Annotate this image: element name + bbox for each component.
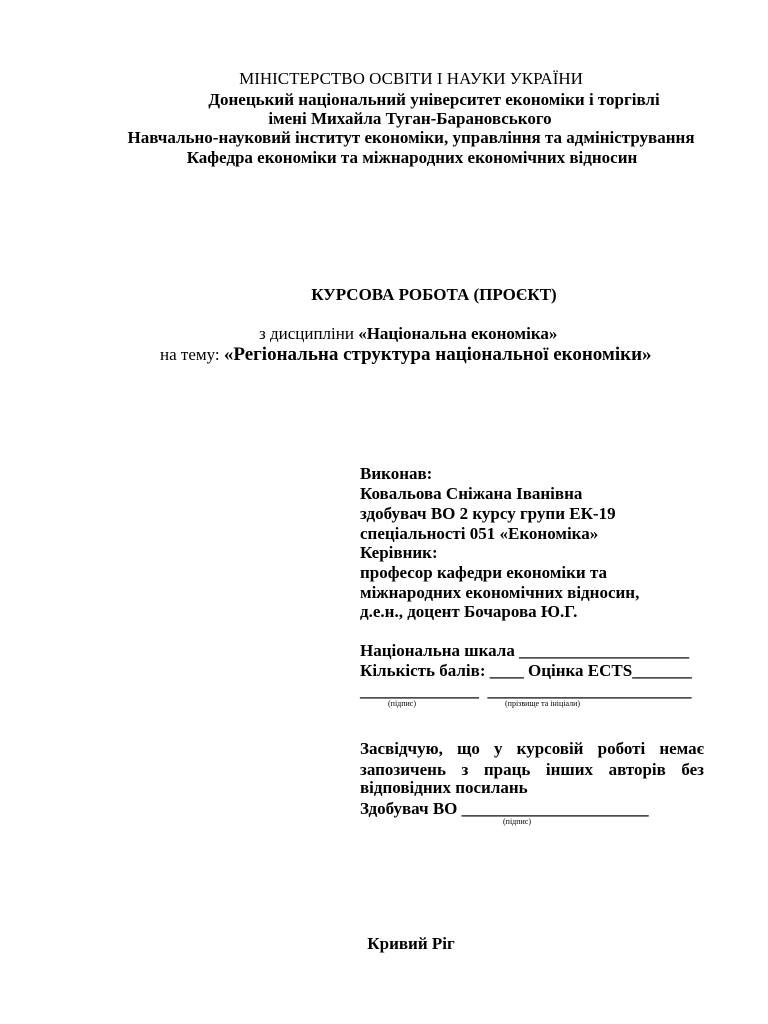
student-name: Ковальова Сніжана Іванівна	[360, 484, 583, 503]
supervisor-position-line1: професор кафедри економіки та	[360, 563, 608, 582]
score-ects-field: Кількість балів: ____ Оцінка ECTS_______	[360, 661, 692, 680]
student-signature-caption: (підпис)	[503, 817, 532, 826]
university-name-line2: імені Михайла Туган-Барановського	[268, 109, 552, 128]
name-initials-caption: (прізвище та ініціали)	[505, 699, 581, 708]
department-name: Кафедра економіки та міжнародних економічних відносин	[186, 148, 638, 167]
city-footer: Кривий Ріг	[367, 934, 455, 953]
certification-line2: запозичень з праць інших авторів без	[360, 760, 704, 779]
student-signature-field: Здобувач ВО ______________________	[360, 799, 649, 818]
topic-prefix: на тему:	[160, 345, 224, 364]
university-name-line1: Донецький національний університет економіки і торгівлі	[208, 90, 660, 109]
student-course: здобувач ВО 2 курсу групи ЕК-19	[360, 504, 616, 523]
topic-name: «Регіональна структура національної економіки»	[223, 344, 652, 365]
institute-name: Навчально-науковий інститут економіки, управління та адміністрування	[127, 128, 695, 147]
discipline-line	[259, 324, 557, 344]
discipline-prefix: з дисципліни	[259, 324, 359, 343]
supervisor-name: д.е.н., доцент Бочарова Ю.Г.	[360, 602, 578, 621]
discipline-name: «Національна економіка»	[358, 324, 558, 343]
certification-line3: відповідних посилань	[360, 778, 528, 797]
supervisor-label: Керівник:	[360, 543, 438, 562]
student-specialty: спеціальності 051 «Економіка»	[360, 524, 599, 543]
ministry-heading: МІНІСТЕРСТВО ОСВІТИ І НАУКИ УКРАЇНИ	[239, 69, 583, 88]
signature-name-line: ______________ ________________________	[360, 681, 692, 700]
topic-line	[160, 345, 652, 365]
signature-caption: (підпис)	[388, 699, 417, 708]
work-type-title: КУРСОВА РОБОТА (ПРОЄКТ)	[311, 285, 557, 304]
national-scale-field: Національна шкала ____________________	[360, 641, 690, 660]
performed-label: Виконав:	[360, 464, 433, 483]
supervisor-position-line2: міжнародних економічних відносин,	[360, 583, 640, 602]
certification-line1: Засвідчую, що у курсовій роботі немає	[360, 739, 704, 758]
